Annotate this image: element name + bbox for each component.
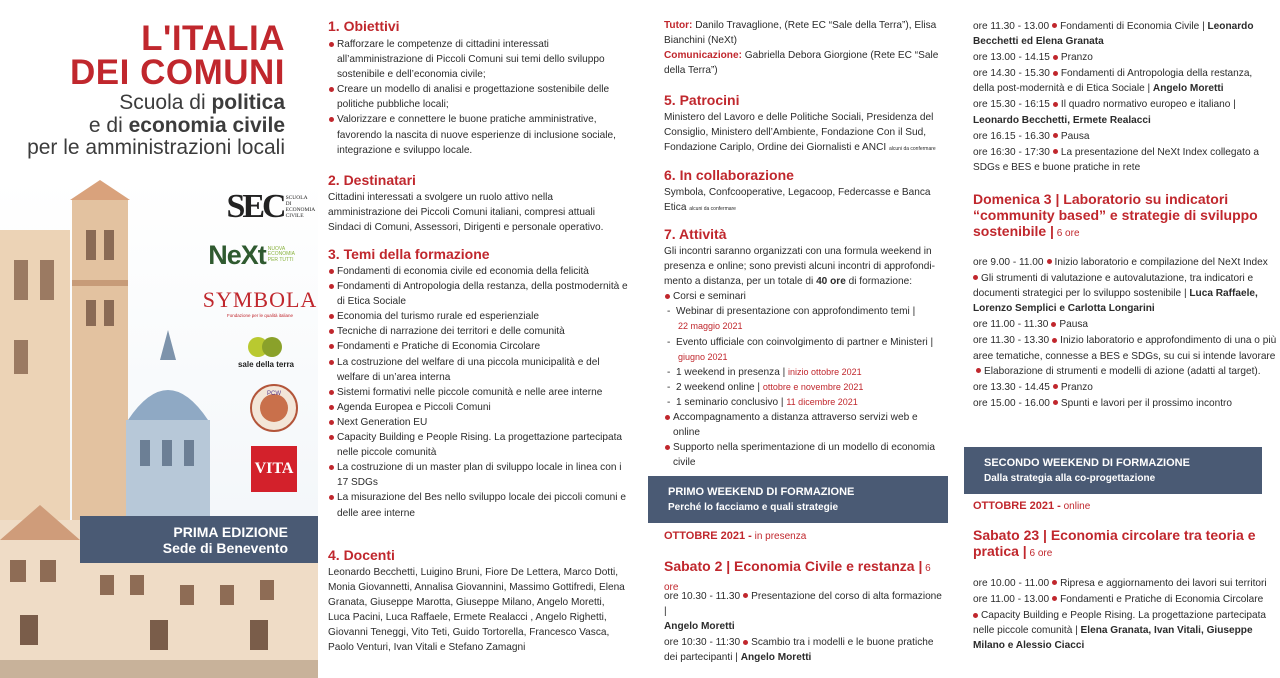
section-patronage-title: 5. Patrocini [664,92,740,108]
activity-subitem-text: 1 weekend in presenza | [676,366,789,378]
main-title-line2: DEI COMUNI [70,53,285,92]
schedule-entry-text: Inizio laboratorio e approfondimento di una o più aree tematiche, connesse a BES e SDGs, su cui si intende lavorare [973,335,1277,362]
column-schedule [964,0,1280,678]
sec-logo-letters: SEC [226,188,284,225]
sunday-3-hours: 6 ore [1053,228,1080,239]
schedule-entry-speaker: Luca Raffaele, Lorenzo Semplici e Carlotta Longarini [973,288,1258,315]
patronage-list: Ministero del Lavoro e delle Politiche Sociali, Presidenza del Consiglio, Ministero dell’Ambiente, Fondazione Con il Sud, Fondazione Cariplo, Ordine dei Giornalisti e ANCI [664,112,934,154]
schedule-entry-text: Gli strumenti di valutazione e autovalutazione, tra indicatori e documenti strategici per lo sviluppo sostenibile | [973,273,1254,300]
schedule-entry-time: ore 15.00 - 16.00 [973,397,1050,409]
activities-intro-b: di formazione: [845,276,913,288]
schedule-entry-text: Pausa [1060,130,1090,142]
section-patronage-text [664,110,944,157]
section-recipients-text: Cittadini interessati a svolgere un ruolo attivo nella amministrazione dei Piccoli Comuni italiani, compresi attuali Sindaci di Comuni, Assessori, Dirigenti e personale operativo. [328,192,604,234]
schedule-entry [664,589,946,634]
schedule-entry [973,576,1273,591]
sale-della-terra-icon [246,336,286,358]
bullet-dot-icon [1053,102,1058,107]
pcw-logo [248,382,300,434]
bullet-dot-icon [1052,580,1057,585]
symbola-logo [202,284,318,320]
activity-subitem-date: ottobre e novembre 2021 [762,381,864,392]
bullet-dot-icon [1052,338,1057,343]
objective-item: Creare un modello di analisi e progettazione sostenibile delle politiche pubbliche locali; [328,82,628,112]
activity-subitem-text: 2 weekend online | [676,381,763,393]
activity-subitem-date: 22 maggio 2021 [678,321,743,332]
bullet-dot-icon [743,593,748,598]
bullet-dot-icon [1053,149,1058,154]
sale-della-terra-logo [226,334,306,370]
activity-subitem [664,395,946,410]
bullet-dot-icon [1052,596,1057,601]
activity-item: Accompagnamento a distanza attraverso servizi web e online [664,410,946,440]
schedule-entry-speaker: Angelo Moretti [1152,83,1224,95]
bullet-dot-icon [1051,322,1056,327]
schedule-entry-text: Elaborazione di strumenti e modelli di azione (adatti al target). [984,365,1261,377]
section-activities-title: 7. Attività [664,226,727,242]
schedule-entry-time: ore 10.00 - 11.00 [973,578,1050,589]
first-weekend-banner-title: PRIMO WEEKEND DI FORMAZIONE [668,486,855,498]
schedule-entry-time: ore 9.00 - 11.00 [973,257,1044,268]
tutor-label: Tutor: [664,20,693,31]
section-collaboration-text [664,185,944,217]
second-weekend-banner-subtitle: Dalla strategia alla co-progettazione [984,473,1156,484]
schedule-entry-time: ore 14.30 - 15.30 [973,68,1050,80]
edition-box [80,516,318,563]
schedule-entry-time: ore 11.30 - 13.30 [973,335,1050,347]
edition-line1: PRIMA EDIZIONE [173,524,288,540]
schedule-entry-text: Fondamenti di Economia Civile | [1060,21,1208,32]
saturday-2-hours: 6 ore [664,563,931,593]
bullet-dot-icon [973,613,978,618]
schedule-entry [973,592,1273,607]
bullet-dot-icon [743,640,748,645]
first-weekend-banner-subtitle: Perché lo facciamo e quali strategie [668,502,839,513]
topic-item: Fondamenti e Pratiche di Economia Circolare [328,339,628,354]
activity-subitem-text: 1 seminario conclusivo | [676,396,787,408]
first-weekend-month-label: OTTOBRE 2021 - [664,530,752,542]
activities-intro [664,244,946,289]
schedule-entry-speaker: Angelo Moretti [740,652,812,664]
saturday-23-title-text: Sabato 23 | Economia circolare tra teoria e pratica | [973,527,1256,559]
activity-subitem [664,335,946,365]
topic-item: Capacity Building e People Rising. La progettazione partecipata nelle piccole comunità [328,430,628,460]
schedule-entry [973,317,1277,332]
topic-item: Agenda Europea e Piccoli Comuni [328,400,628,415]
schedule-entry [973,380,1277,395]
schedule-entry [973,271,1277,316]
schedule-entry-speaker: Angelo Moretti [664,621,735,633]
schedule-entry [973,19,1273,49]
activity-subitem-text: Webinar di presentazione con approfondimento temi | [676,306,916,318]
subtitle [27,92,285,160]
next-logo-text: NUOVA ECONOMIA PER TUTTI [267,245,295,263]
second-weekend-mode: online [1060,501,1091,512]
subtitle-line2-bold: economia civile [128,113,285,137]
activities-intro-a: Gli incontri saranno organizzati con una formula weekend in presenza e online; sono previsti alcuni incontri di approfondi-mento a distanza, per un totale di [664,246,936,288]
topic-item: La misurazione del Bes nello sviluppo locale dei piccoli comuni e delle aree interne [328,490,628,520]
symbola-logo-name: SYMBOLA [202,286,318,312]
sale-logo-text: sale della terra [237,359,295,369]
schedule-entry-speaker: Elena Granata, Ivan Vitali, Giuseppe Milano e Alessio Ciacci [973,625,1253,652]
bullet-dot-icon [1053,133,1058,138]
activity-item: Corsi e seminari [664,289,946,304]
tutor-line [664,18,944,48]
subtitle-line1 [27,92,285,115]
section-topics-title: 3. Temi della formazione [328,246,490,262]
activity-subitem [664,380,946,395]
bullet-dot-icon [973,275,978,280]
schedule-entry-speaker: Leonardo Becchetti, Ermete Realacci [973,114,1151,126]
saturday-23-hours: 6 ore [1026,548,1053,559]
schedule-entry-time: ore 11.30 - 13.00 [973,21,1050,32]
section-teachers-text: Leonardo Becchetti, Luigino Bruni, Fiore De Lettera, Marco Dotti, Monia Giovannetti, Annalisa Giovannini, Massimo Gottifredi, Elena Granata, Giuseppe Marotta, Giuseppe Milano, Angelo Moretti, Luca Pacini, Luca Raffaele, Ermete Realacci , Angelo Righetti, Giovanni Teneggi, Vito Teti, Guido Tortorella, Francesco Vasca, Paolo Venturi, Ivan Vitali e Stefano Zamagni [328,567,625,654]
schedule-entry-text: Pranzo [1060,52,1093,64]
topic-item: La costruzione del welfare di una piccola municipalità e del welfare di un’area interna [328,355,628,385]
schedule-entry [973,145,1273,175]
saturday-23-title [973,527,1273,562]
bullet-dot-icon [1053,400,1058,405]
topic-item: La costruzione di un master plan di sviluppo locale in linea con i 17 SDGs [328,460,628,490]
topic-item: Economia del turismo rurale ed esperienziale [328,309,628,324]
symbola-logo-text: Fondazione per le qualità italiane [226,312,294,318]
schedule-entry-time: ore 15.30 - 16:15 [973,99,1050,111]
schedule-entry [973,66,1273,96]
bullet-dot-icon [976,368,981,373]
second-weekend-banner-title: SECONDO WEEKEND DI FORMAZIONE [984,457,1190,469]
first-weekend-mode: in presenza [751,531,807,542]
first-weekend-month [664,530,946,542]
schedule-entry-text: La presentazione del NeXt Index collegato a SDGs e BES e buone pratiche in rete [973,146,1259,173]
subtitle-line3: per le amministrazioni locali [27,136,285,159]
communication-line [664,48,944,78]
subtitle-line2-pre: e di [88,113,129,137]
vita-logo: VITA [251,446,297,492]
schedule-entry [973,255,1277,270]
schedule-entry-text: Presentazione del corso di alta formazione | [664,591,942,618]
topic-item: Fondamenti di Antropologia della restanza, della postmodernità e di Etica Sociale [328,279,628,309]
main-title [70,19,285,92]
schedule-entry-time: ore 11.00 - 13.00 [973,594,1050,606]
second-weekend-banner [964,447,1262,494]
bullet-dot-icon [1053,71,1058,76]
schedule-entry-time: ore 11.00 - 11.30 [973,319,1049,331]
activity-subitem-text: Evento ufficiale con coinvolgimento di partner e Ministeri | [676,336,934,348]
scuola-economia-civile-logo [226,184,315,230]
next-logo-letters: NeXt [208,239,266,270]
topic-item: Tecniche di narrazione dei territori e delle comunità [328,324,628,339]
sunday-3-title [973,191,1273,242]
schedule-entry-text: Fondamenti e Pratiche di Economia Circolare [1060,594,1264,606]
bullet-dot-icon [1047,259,1052,264]
schedule-entry [973,333,1277,378]
schedule-entry-text: Pranzo [1060,381,1093,393]
column-activities [648,0,948,678]
topic-item: Sistemi formativi nelle piccole comunità e nelle aree interne [328,385,628,400]
schedule-entry-text: Inizio laboratorio e compilazione del NeXt Index [1054,257,1268,268]
schedule-entry [973,97,1273,127]
schedule-entry-speaker: Leonardo Becchetti ed Elena Granata [973,21,1254,48]
tutor-text: Danilo Travaglione, (Rete EC “Sale della Terra”), Elisa Bianchini (NeXt) [664,20,937,47]
section-teachers-title: 4. Docenti [328,547,395,563]
bullet-dot-icon [1053,55,1058,60]
column-objectives [328,0,628,678]
communication-text: Gabriella Debora Giorgione (Rete EC “Sale della Terra”) [664,50,939,77]
patronage-note: alcuni da confermare [888,146,936,153]
schedule-entry-time: ore 16.15 - 16.30 [973,130,1050,142]
topic-item: Fondamenti di economia civile ed economia della felicità [328,264,628,279]
collaboration-note: alcuni da confermare [689,206,736,213]
schedule-entry-text: Ripresa e aggiornamento dei lavori sui territori [1060,578,1267,589]
schedule-entry [664,635,946,665]
first-weekend-banner [648,476,948,523]
cover-panel [0,0,318,678]
sunday-3-title-text: Domenica 3 | Laboratorio su indicatori “community based” e strategie di sviluppo sostenibile | [973,191,1258,239]
objective-item: Rafforzare le competenze di cittadini interessati all’amministrazione di Piccoli Comuni sui temi dello sviluppo sostenibile e dell’economia civile; [328,37,628,82]
collaboration-list: Symbola, Confcooperative, Legacoop, Federcasse e Banca Etica [664,187,931,214]
activities-total-hours: 40 ore [816,276,846,288]
bullet-dot-icon [1053,384,1058,389]
activity-subitem [664,304,946,334]
section-recipients-title: 2. Destinatari [328,172,416,188]
sec-logo-text: SCUOLA DI ECONOMIA CIVILE [285,195,315,219]
section-collaboration-title: 6. In collaborazione [664,167,794,183]
schedule-entry-time: ore 10:30 - 11:30 [664,637,741,649]
saturday-2-title-text: Sabato 2 | Economia Civile e restanza | [664,558,923,574]
second-weekend-month-label: OTTOBRE 2021 - [973,500,1061,512]
schedule-entry-text: Spunti e lavori per il prossimo incontro [1060,397,1233,409]
pcw-seal-icon [249,383,299,433]
schedule-entry [973,396,1277,411]
bullet-dot-icon [1052,23,1057,28]
subtitle-line1-bold: politica [211,91,285,114]
schedule-entry [973,50,1273,65]
schedule-entry [973,129,1273,144]
schedule-entry [973,608,1273,653]
edition-location: Sede di Benevento [162,540,288,556]
activity-subitem [664,365,946,380]
activity-subitem-date: inizio ottobre 2021 [788,366,862,377]
schedule-entry-time: ore 13.30 - 14.45 [973,381,1050,393]
activity-subitem-date: giugno 2021 [678,351,728,362]
objective-item: Valorizzare e connettere le buone pratiche amministrative, favorendo la nascita di nuove esperienze di inclusione sociale, integrazione e sviluppo locale. [328,112,628,157]
subtitle-line1-pre: Scuola di [119,91,212,114]
schedule-entry-text: Pausa [1059,319,1089,331]
schedule-entry-text: Capacity Building e People Rising. La progettazione partecipata nelle piccole comunità | [973,610,1267,637]
next-logo [206,238,306,272]
communication-label: Comunicazione: [664,50,742,61]
schedule-entry-time: ore 13.00 - 14.15 [973,52,1050,64]
schedule-entry-text: Fondamenti di Antropologia della restanza, della post-modernità e di Etica Sociale | [973,68,1253,95]
second-weekend-month [973,500,1273,512]
pcw-logo-letters: PCW [267,391,281,397]
section-objectives-title: 1. Obiettivi [328,18,400,34]
schedule-entry-time: ore 16:30 - 17:30 [973,146,1050,158]
schedule-entry-time: ore 10.30 - 11.30 [664,591,741,602]
topic-item: Next Generation EU [328,415,628,430]
activity-subitem-date: 11 dicembre 2021 [786,396,858,407]
subtitle-line2 [27,115,285,138]
schedule-entry-text: Scambio tra i modelli e le buone pratiche dei partecipanti | [664,637,934,664]
activity-item: Supporto nella sperimentazione di un modello di economia civile [664,440,946,470]
main-title-line1: L'ITALIA [141,19,285,58]
schedule-entry-text: Il quadro normativo europeo e italiano | [1060,99,1236,111]
